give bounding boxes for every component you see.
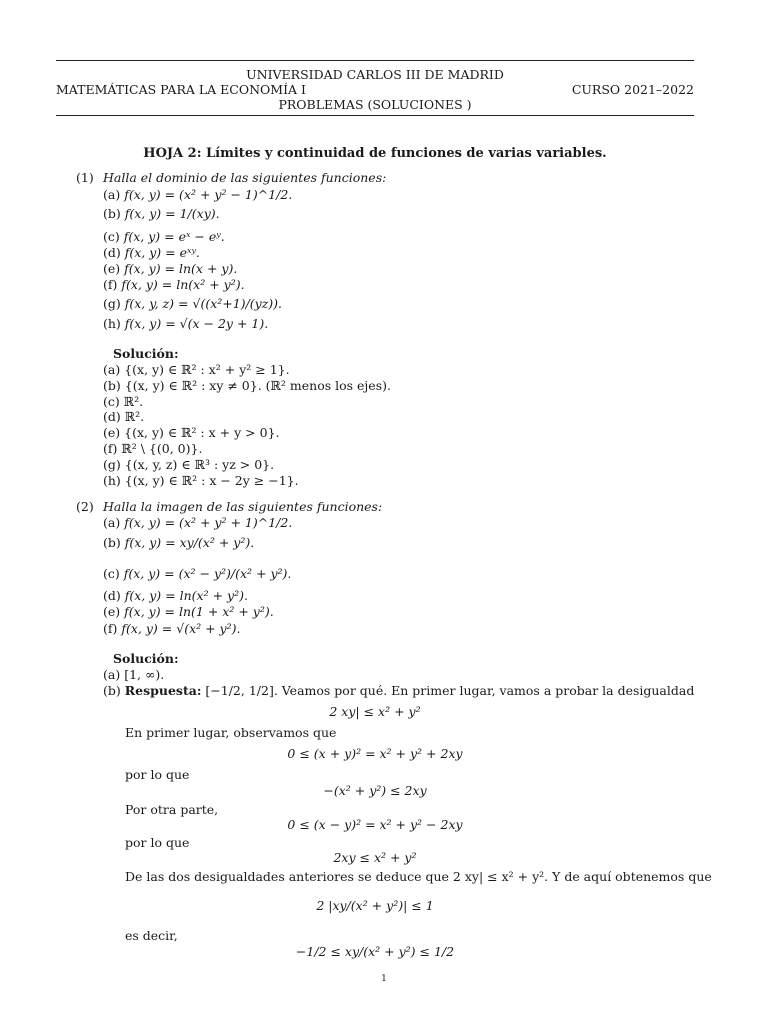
- equation-1: 0 ≤ (x + y)² = x² + y² + 2xy: [287, 746, 463, 761]
- course-year: CURSO 2021–2022: [571, 82, 694, 97]
- equation-3: 0 ≤ (x − y)² = x² + y² − 2xy: [287, 817, 463, 832]
- document-subtitle: PROBLEMAS (SOLUCIONES ): [278, 97, 472, 112]
- problem-1-item: (h) f(x, y) = √(x − 2y + 1).: [103, 316, 269, 331]
- solution-item: (f) ℝ² \ {(0, 0)}.: [103, 441, 203, 456]
- solution-item: (b) {(x, y) ∈ ℝ² : xy ≠ 0}. (ℝ² menos los ejes).: [103, 378, 391, 393]
- problem-2-item: (b) f(x, y) = xy/(x² + y²).: [103, 535, 255, 550]
- problem-2-item: (a) f(x, y) = (x² + y² + 1)^1/2.: [103, 515, 293, 530]
- problem-2-item: (f) f(x, y) = √(x² + y²).: [103, 621, 241, 636]
- inequality-1: 2 xy| ≤ x² + y²: [329, 704, 421, 719]
- university-name: UNIVERSIDAD CARLOS III DE MADRID: [246, 67, 504, 82]
- problem-2-number: (2): [76, 499, 94, 514]
- page-number: 1: [381, 974, 387, 984]
- problem-2-solution-title: Solución:: [113, 651, 179, 666]
- solution-item: (c) ℝ².: [103, 394, 144, 409]
- header-top-rule: [56, 60, 694, 61]
- problem-1-solution-title: Solución:: [113, 346, 179, 361]
- text-porloque-1: por lo que: [125, 767, 190, 782]
- text-es-decir: es decir,: [125, 928, 178, 943]
- equation-4: 2xy ≤ x² + y²: [333, 850, 417, 865]
- text-porloque-2: por lo que: [125, 835, 190, 850]
- solution-item: (g) {(x, y, z) ∈ ℝ³ : yz > 0}.: [103, 457, 275, 472]
- problem-1-statement: Halla el dominio de las siguientes funciones:: [103, 170, 387, 185]
- solution-2b-intro: (b) Respuesta: [−1/2, 1/2]. Veamos por qué. En primer lugar, vamos a probar la desigualdad: [103, 683, 695, 698]
- text-deduce: De las dos desigualdades anteriores se deduce que 2 xy| ≤ x² + y². Y de aquí obtenemos que: [125, 869, 712, 884]
- problem-1-item: (f) f(x, y) = ln(x² + y²).: [103, 277, 245, 292]
- problem-2-item: (d) f(x, y) = ln(x² + y²).: [103, 588, 248, 603]
- problem-1-item: (b) f(x, y) = 1/(xy).: [103, 206, 220, 221]
- solution-item: (h) {(x, y) ∈ ℝ² : x − 2y ≥ −1}.: [103, 473, 299, 488]
- solution-item: (d) ℝ².: [103, 409, 145, 424]
- problem-1-number: (1): [76, 170, 94, 185]
- solution-item: (a) {(x, y) ∈ ℝ² : x² + y² ≥ 1}.: [103, 362, 290, 377]
- solution-2a: (a) [1, ∞).: [103, 667, 165, 682]
- equation-2: −(x² + y²) ≤ 2xy: [323, 783, 427, 798]
- problem-1-item: (g) f(x, y, z) = √((x²+1)/(yz)).: [103, 296, 283, 311]
- problem-1-item: (e) f(x, y) = ln(x + y).: [103, 261, 238, 276]
- text-observe: En primer lugar, observamos que: [125, 725, 337, 740]
- problem-1-item: (c) f(x, y) = eˣ − eʸ.: [103, 229, 225, 244]
- problem-2-item: (c) f(x, y) = (x² − y²)/(x² + y²).: [103, 566, 292, 581]
- problem-2-statement: Halla la imagen de las siguientes funciones:: [103, 499, 383, 514]
- sheet-title: HOJA 2: Límites y continuidad de funciones de varias variables.: [143, 146, 607, 161]
- problem-1-item: (d) f(x, y) = eˣʸ.: [103, 245, 200, 260]
- header-bottom-rule: [56, 115, 694, 116]
- equation-5: 2 |xy/(x² + y²)| ≤ 1: [316, 898, 434, 913]
- problem-2-item: (e) f(x, y) = ln(1 + x² + y²).: [103, 604, 274, 619]
- answer-interval: [−1/2, 1/2]: [205, 683, 274, 698]
- equation-6: −1/2 ≤ xy/(x² + y²) ≤ 1/2: [295, 944, 455, 959]
- solution-item: (e) {(x, y) ∈ ℝ² : x + y > 0}.: [103, 425, 280, 440]
- problem-1-item: (a) f(x, y) = (x² + y² − 1)^1/2.: [103, 187, 293, 202]
- course-name: MATEMÁTICAS PARA LA ECONOMÍA I: [56, 82, 306, 97]
- text-otra-parte: Por otra parte,: [125, 802, 219, 817]
